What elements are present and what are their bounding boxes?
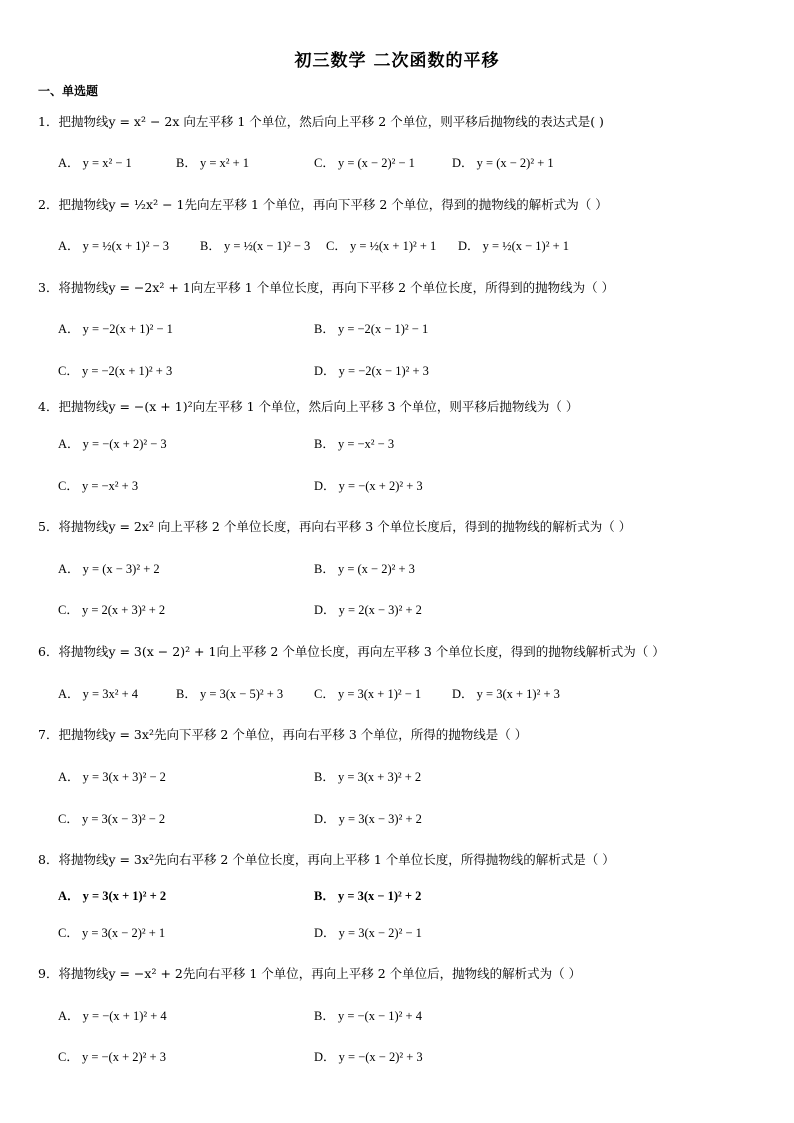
question-stem: 6．将抛物线y = 3(x − 2)² + 1向上平移 2 个单位长度，再向左平移 3 个单位长度，得到的抛物线解析式为（ ） — [38, 644, 665, 659]
option-d: D． y = (x − 2)² + 1 — [452, 156, 554, 170]
option-c: C． y = −x² + 3 — [58, 479, 139, 493]
option-b: B． y = 3(x + 3)² + 2 — [314, 770, 422, 784]
option-d: D． y = −(x − 2)² + 3 — [314, 1050, 423, 1064]
question-stem: 7．把抛物线y = 3x²先向下平移 2 个单位，再向右平移 3 个单位，所得的抛物线是（ ） — [38, 727, 528, 742]
option-b: B． y = −2(x − 1)² − 1 — [314, 322, 429, 336]
option-b: B． y = ½(x − 1)² − 3 — [200, 239, 311, 253]
option-b: B． y = −(x − 1)² + 4 — [314, 1009, 422, 1023]
option-b: B． y = x² + 1 — [176, 156, 250, 170]
option-c: C． y = 2(x + 3)² + 2 — [58, 603, 166, 617]
question-stem: 4．把抛物线y = −(x + 1)²向左平移 1 个单位，然后向上平移 3 个单位，则平移后抛物线为（ ） — [38, 399, 579, 414]
section-heading: 一、单选题 — [38, 84, 99, 98]
option-a: A． y = 3(x + 1)² + 2 — [58, 889, 167, 903]
option-d: D． y = −2(x − 1)² + 3 — [314, 364, 429, 378]
option-c: C． y = (x − 2)² − 1 — [314, 156, 415, 170]
option-d: D． y = 3(x + 1)² + 3 — [452, 687, 560, 701]
option-b: B． y = (x − 2)² + 3 — [314, 562, 415, 576]
question-stem: 9．将抛物线y = −x² + 2先向右平移 1 个单位，再向上平移 2 个单位后，抛物线的解析式为（ ） — [38, 966, 582, 981]
question-stem: 8．将抛物线y = 3x²先向右平移 2 个单位长度，再向上平移 1 个单位长度，所得抛物线的解析式是（ ） — [38, 852, 615, 867]
option-a: A． y = −2(x + 1)² − 1 — [58, 322, 173, 336]
question-stem: 1．把抛物线y = x² − 2x 向左平移 1 个单位，然后向上平移 2 个单位，则平移后抛物线的表达式是( ) — [38, 114, 604, 129]
option-c: C． y = 3(x + 1)² − 1 — [314, 687, 422, 701]
option-a: A． y = −(x + 1)² + 4 — [58, 1009, 167, 1023]
option-a: A． y = 3(x + 3)² − 2 — [58, 770, 166, 784]
option-a: A． y = −(x + 2)² − 3 — [58, 437, 167, 451]
option-c: C． y = 3(x − 2)² + 1 — [58, 926, 166, 940]
option-b: B． y = 3(x − 5)² + 3 — [176, 687, 284, 701]
option-d: D． y = 3(x − 3)² + 2 — [314, 812, 422, 826]
option-a: A． y = (x − 3)² + 2 — [58, 562, 160, 576]
option-a: A． y = 3x² + 4 — [58, 687, 138, 701]
option-a: A． y = ½(x + 1)² − 3 — [58, 239, 169, 253]
option-c: C． y = −2(x + 1)² + 3 — [58, 364, 173, 378]
question-stem: 2．把抛物线y = ½x² − 1先向左平移 1 个单位，再向下平移 2 个单位，得到的抛物线的解析式为（ ） — [38, 197, 608, 212]
option-b: B． y = −x² − 3 — [314, 437, 395, 451]
option-d: D． y = −(x + 2)² + 3 — [314, 479, 423, 493]
page-title: 初三数学 二次函数的平移 — [294, 51, 500, 71]
option-d: D． y = 2(x − 3)² + 2 — [314, 603, 422, 617]
option-a: A． y = x² − 1 — [58, 156, 132, 170]
option-c: C． y = −(x + 2)² + 3 — [58, 1050, 166, 1064]
question-stem: 3．将抛物线y = −2x² + 1向左平移 1 个单位长度，再向下平移 2 个单位长度，所得到的抛物线为（ ） — [38, 280, 615, 295]
option-d: D． y = 3(x − 2)² − 1 — [314, 926, 422, 940]
option-c: C． y = 3(x − 3)² − 2 — [58, 812, 166, 826]
question-stem: 5．将抛物线y = 2x² 向上平移 2 个单位长度，再向右平移 3 个单位长度后，得到的抛物线的解析式为（ ） — [38, 519, 632, 534]
option-b: B． y = 3(x − 1)² + 2 — [314, 889, 422, 903]
option-d: D． y = ½(x − 1)² + 1 — [458, 239, 569, 253]
option-c: C． y = ½(x + 1)² + 1 — [326, 239, 437, 253]
